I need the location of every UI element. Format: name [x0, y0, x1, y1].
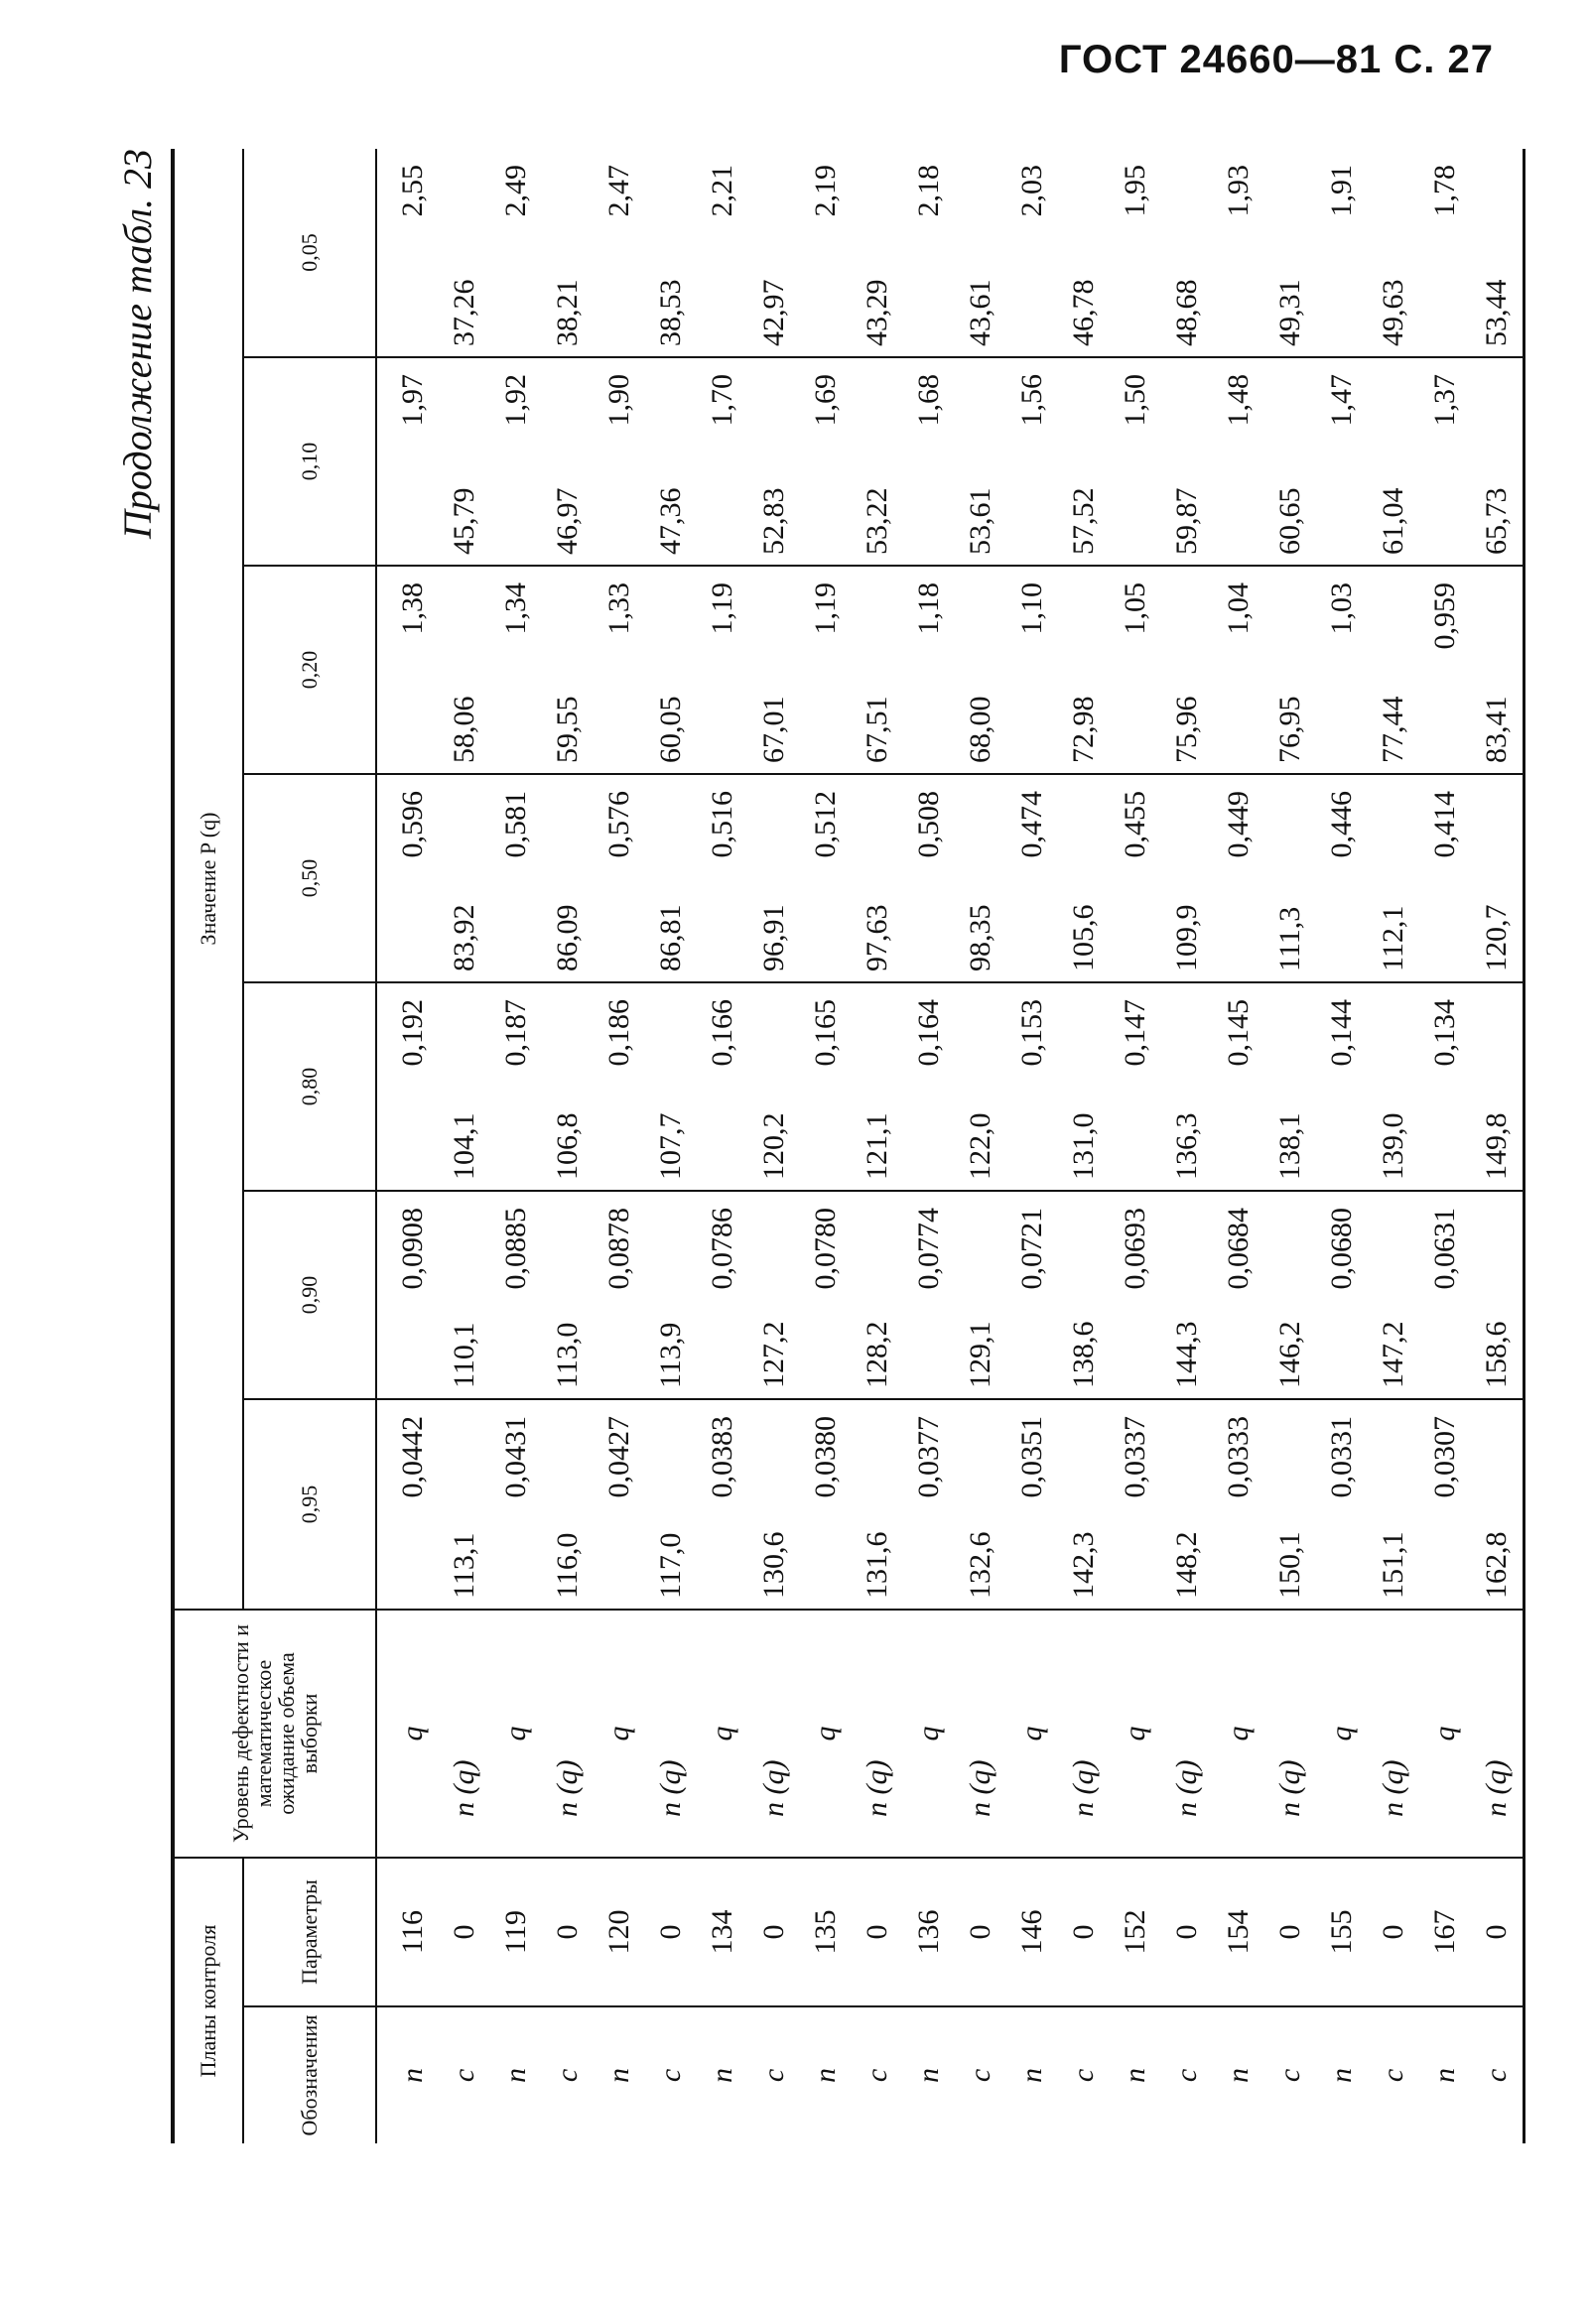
table-row: [1471, 149, 1525, 2143]
cell-designation: c: [645, 2006, 697, 2143]
cell-value: 2,03: [1015, 164, 1048, 217]
cell-value: 67,01: [748, 566, 800, 774]
cell-value: 42,97: [757, 279, 790, 346]
table-row: [645, 149, 697, 2143]
header-parameters: Параметры: [243, 1858, 376, 2006]
cell-designation: n: [1316, 2006, 1368, 2143]
cell-designation: c: [439, 2006, 490, 2143]
cell-designation: c: [1161, 2006, 1213, 2143]
cell-value: 60,05: [645, 566, 697, 774]
header-p-value: 0,05: [243, 149, 376, 357]
cell-level: q: [903, 1610, 955, 1858]
cell-value: 121,1: [852, 982, 903, 1191]
cell-value: 117,0: [645, 1399, 697, 1610]
cell-value: 162,8: [1471, 1399, 1525, 1610]
cell-value: 113,1: [439, 1399, 490, 1610]
cell-value: 0,576: [594, 774, 645, 982]
cell-value: 1,56: [1006, 357, 1058, 566]
cell-value: 130,6: [748, 1399, 800, 1610]
cell-value: 2,19: [809, 164, 842, 217]
cell-value: 0,0774: [903, 1191, 955, 1399]
table-row: [697, 149, 748, 2143]
cell-level: n (q): [1368, 1610, 1419, 1858]
cell-value: 0,166: [697, 982, 748, 1191]
cell-value: 131,0: [1058, 982, 1110, 1191]
cell-designation: n: [376, 2006, 439, 2143]
cell-value: 49,63: [1377, 279, 1409, 346]
cell-value: 0,0780: [800, 1191, 852, 1399]
cell-value: 109,9: [1161, 774, 1213, 982]
cell-value: 142,3: [1058, 1399, 1110, 1610]
cell-value: 0,581: [490, 774, 542, 982]
cell-value: 47,36: [645, 357, 697, 566]
cell-value: 120,2: [748, 982, 800, 1191]
rotated-table-page: [109, 139, 1513, 2143]
cell-level: n (q): [748, 1610, 800, 1858]
cell-value: 0,0333: [1213, 1399, 1264, 1610]
cell-level: n (q): [439, 1610, 490, 1858]
cell-value: 75,96: [1161, 566, 1213, 774]
cell-value: 1,34: [490, 566, 542, 774]
cell-value: 0,0693: [1110, 1191, 1161, 1399]
cell-value: 53,44: [1480, 279, 1513, 346]
cell-designation: n: [490, 2006, 542, 2143]
cell-value: 132,6: [955, 1399, 1006, 1610]
cell-value: 2,55: [396, 164, 429, 217]
cell-value: 98,35: [955, 774, 1006, 982]
header-p-value: 0,50: [243, 774, 376, 982]
cell-value: 0,516: [697, 774, 748, 982]
cell-value: 0,145: [1213, 982, 1264, 1191]
cell-value: 1,19: [800, 566, 852, 774]
cell-level: n (q): [1264, 1610, 1316, 1858]
cell-value: 0,0786: [697, 1191, 748, 1399]
cell-value: 96,91: [748, 774, 800, 982]
header-plans: Планы контроля: [173, 1858, 243, 2143]
cell-value: 53,61: [955, 357, 1006, 566]
table-row: [1264, 149, 1316, 2143]
cell-value: 129,1: [955, 1191, 1006, 1399]
table-caption: Продолжение табл. 23: [115, 149, 160, 540]
cell-value: 138,1: [1264, 982, 1316, 1191]
cell-value: 52,83: [748, 357, 800, 566]
cell-level: q: [1110, 1610, 1161, 1858]
cell-level: q: [697, 1610, 748, 1858]
cell-value: 0,959: [1419, 566, 1471, 774]
cell-value: 1,37: [1419, 357, 1471, 566]
cell-value: 65,73: [1471, 357, 1525, 566]
cell-parameter: 119: [490, 1858, 542, 2006]
table-row: [1213, 149, 1264, 2143]
cell-value: 2,21: [706, 164, 738, 217]
header-values: Значение P (q): [173, 149, 243, 1610]
cell-value: 150,1: [1264, 1399, 1316, 1610]
cell-value: 0,0383: [697, 1399, 748, 1610]
table-row: [1006, 149, 1058, 2143]
cell-value: 0,0331: [1316, 1399, 1368, 1610]
cell-value: 1,05: [1110, 566, 1161, 774]
cell-value: 2,47: [602, 164, 635, 217]
cell-parameter: 0: [542, 1858, 594, 2006]
page-header: ГОСТ 24660—81 С. 27: [1058, 38, 1494, 81]
cell-value: 147,2: [1368, 1191, 1419, 1399]
table-row: [852, 149, 903, 2143]
cell-parameter: 146: [1006, 1858, 1058, 2006]
cell-designation: c: [1264, 2006, 1316, 2143]
cell-value: 106,8: [542, 982, 594, 1191]
cell-level: n (q): [645, 1610, 697, 1858]
cell-designation: c: [852, 2006, 903, 2143]
cell-value: 1,69: [800, 357, 852, 566]
cell-value: 1,33: [594, 566, 645, 774]
table-row: [903, 149, 955, 2143]
cell-parameter: 155: [1316, 1858, 1368, 2006]
cell-value: 110,1: [439, 1191, 490, 1399]
cell-value: 43,29: [861, 279, 893, 346]
cell-value: 0,0684: [1213, 1191, 1264, 1399]
cell-value: 1,18: [903, 566, 955, 774]
cell-value: 37,26: [448, 279, 480, 346]
cell-value: 1,70: [697, 357, 748, 566]
cell-value: 1,50: [1110, 357, 1161, 566]
cell-value: 0,192: [376, 982, 439, 1191]
header-p-value: 0,90: [243, 1191, 376, 1399]
cell-value: 83,41: [1471, 566, 1525, 774]
cell-level: n (q): [542, 1610, 594, 1858]
cell-parameter: 116: [376, 1858, 439, 2006]
cell-designation: n: [697, 2006, 748, 2143]
cell-value: 61,04: [1368, 357, 1419, 566]
cell-value: 83,92: [439, 774, 490, 982]
cell-value: 0,147: [1110, 982, 1161, 1191]
table-row: [748, 149, 800, 2143]
cell-value: 1,90: [594, 357, 645, 566]
cell-parameter: 0: [645, 1858, 697, 2006]
cell-value: 107,7: [645, 982, 697, 1191]
cell-value: 1,78: [1428, 164, 1461, 217]
cell-designation: c: [1058, 2006, 1110, 2143]
cell-value: 1,04: [1213, 566, 1264, 774]
cell-value: 113,0: [542, 1191, 594, 1399]
cell-value: 151,1: [1368, 1399, 1419, 1610]
cell-value: 0,0431: [490, 1399, 542, 1610]
cell-value: 148,2: [1161, 1399, 1213, 1610]
table-row: [376, 149, 439, 2143]
cell-value: 38,53: [654, 279, 687, 346]
cell-value: 146,2: [1264, 1191, 1316, 1399]
header-designation: Обозначения: [243, 2006, 376, 2143]
cell-value: 46,78: [1067, 279, 1100, 346]
cell-value: 0,512: [800, 774, 852, 982]
cell-value: 112,1: [1368, 774, 1419, 982]
cell-value: 0,134: [1419, 982, 1471, 1191]
cell-parameter: 135: [800, 1858, 852, 2006]
cell-parameter: 0: [1471, 1858, 1525, 2006]
cell-designation: c: [542, 2006, 594, 2143]
cell-value: 0,187: [490, 982, 542, 1191]
cell-value: 86,09: [542, 774, 594, 982]
cell-level: q: [1213, 1610, 1264, 1858]
cell-parameter: 120: [594, 1858, 645, 2006]
cell-value: 105,6: [1058, 774, 1110, 982]
cell-value: 1,19: [697, 566, 748, 774]
cell-value: 38,21: [551, 279, 584, 346]
cell-value: 0,186: [594, 982, 645, 1191]
cell-parameter: 134: [697, 1858, 748, 2006]
cell-value: 104,1: [439, 982, 490, 1191]
cell-level: q: [1419, 1610, 1471, 1858]
header-p-value: 0,10: [243, 357, 376, 566]
cell-value: 0,0878: [594, 1191, 645, 1399]
table-row: [594, 149, 645, 2143]
cell-value: 1,95: [1119, 164, 1151, 217]
cell-value: 128,2: [852, 1191, 903, 1399]
cell-value: 122,0: [955, 982, 1006, 1191]
cell-value: 136,3: [1161, 982, 1213, 1191]
cell-value: 0,508: [903, 774, 955, 982]
cell-value: 43,61: [964, 279, 996, 346]
cell-value: 1,48: [1213, 357, 1264, 566]
cell-parameter: 0: [439, 1858, 490, 2006]
cell-value: 111,3: [1264, 774, 1316, 982]
cell-parameter: 0: [852, 1858, 903, 2006]
cell-value: 0,0377: [903, 1399, 955, 1610]
cell-value: 0,153: [1006, 982, 1058, 1191]
cell-parameter: 0: [1058, 1858, 1110, 2006]
cell-level: q: [490, 1610, 542, 1858]
cell-level: q: [376, 1610, 439, 1858]
cell-value: 2,49: [499, 164, 532, 217]
cell-value: 86,81: [645, 774, 697, 982]
cell-designation: c: [1368, 2006, 1419, 2143]
cell-value: 0,0885: [490, 1191, 542, 1399]
cell-designation: n: [1006, 2006, 1058, 2143]
cell-value: 1,93: [1222, 164, 1255, 217]
cell-value: 0,164: [903, 982, 955, 1191]
cell-parameter: 136: [903, 1858, 955, 2006]
cell-value: 144,3: [1161, 1191, 1213, 1399]
cell-value: 1,97: [376, 357, 439, 566]
cell-value: 0,446: [1316, 774, 1368, 982]
cell-level: n (q): [1058, 1610, 1110, 1858]
cell-value: 2,18: [912, 164, 945, 217]
cell-value: 1,92: [490, 357, 542, 566]
cell-value: 57,52: [1058, 357, 1110, 566]
cell-value: 46,97: [542, 357, 594, 566]
cell-value: 0,0307: [1419, 1399, 1471, 1610]
cell-value: 58,06: [439, 566, 490, 774]
table-row: [1161, 149, 1213, 2143]
cell-value: 48,68: [1170, 279, 1203, 346]
header-level: Уровень дефектности и математическое ожидание объема выборки: [173, 1610, 376, 1858]
cell-value: 0,596: [376, 774, 439, 982]
cell-value: 45,79: [439, 357, 490, 566]
cell-value: 1,91: [1325, 164, 1358, 217]
cell-value: 149,8: [1471, 982, 1525, 1191]
table-row: [800, 149, 852, 2143]
cell-value: 97,63: [852, 774, 903, 982]
cell-value: 1,10: [1006, 566, 1058, 774]
cell-value: 127,2: [748, 1191, 800, 1399]
table-row: [1419, 149, 1471, 2143]
cell-value: 60,65: [1264, 357, 1316, 566]
cell-parameter: 152: [1110, 1858, 1161, 2006]
cell-value: 0,455: [1110, 774, 1161, 982]
cell-value: 68,00: [955, 566, 1006, 774]
cell-designation: c: [955, 2006, 1006, 2143]
cell-designation: n: [594, 2006, 645, 2143]
cell-value: 67,51: [852, 566, 903, 774]
cell-value: 0,0380: [800, 1399, 852, 1610]
cell-value: 120,7: [1471, 774, 1525, 982]
cell-parameter: 154: [1213, 1858, 1264, 2006]
data-table: [171, 149, 1525, 2143]
cell-value: 0,0908: [376, 1191, 439, 1399]
table-row: [490, 149, 542, 2143]
cell-level: q: [1006, 1610, 1058, 1858]
cell-value: 53,22: [852, 357, 903, 566]
cell-value: 59,87: [1161, 357, 1213, 566]
cell-value: 76,95: [1264, 566, 1316, 774]
table-body: [376, 149, 1525, 2143]
cell-value: 1,38: [376, 566, 439, 774]
table-row: [955, 149, 1006, 2143]
cell-parameter: 0: [748, 1858, 800, 2006]
cell-value: 113,9: [645, 1191, 697, 1399]
cell-value: 1,68: [903, 357, 955, 566]
cell-value: 158,6: [1471, 1191, 1525, 1399]
cell-parameter: 0: [1368, 1858, 1419, 2006]
table-row: [1110, 149, 1161, 2143]
cell-level: n (q): [1471, 1610, 1525, 1858]
cell-designation: n: [1213, 2006, 1264, 2143]
cell-value: 139,0: [1368, 982, 1419, 1191]
cell-designation: n: [1110, 2006, 1161, 2143]
cell-parameter: 0: [1161, 1858, 1213, 2006]
cell-level: q: [800, 1610, 852, 1858]
cell-level: n (q): [955, 1610, 1006, 1858]
cell-parameter: 0: [1264, 1858, 1316, 2006]
cell-value: 0,449: [1213, 774, 1264, 982]
cell-level: q: [1316, 1610, 1368, 1858]
header-p-value: 0,20: [243, 566, 376, 774]
table-row: [542, 149, 594, 2143]
cell-value: 0,0631: [1419, 1191, 1471, 1399]
cell-value: 0,144: [1316, 982, 1368, 1191]
cell-value: 59,55: [542, 566, 594, 774]
cell-designation: c: [748, 2006, 800, 2143]
cell-designation: n: [800, 2006, 852, 2143]
cell-level: q: [594, 1610, 645, 1858]
cell-designation: n: [1419, 2006, 1471, 2143]
cell-value: 0,0351: [1006, 1399, 1058, 1610]
cell-value: 116,0: [542, 1399, 594, 1610]
cell-value: 72,98: [1058, 566, 1110, 774]
header-p-value: 0,80: [243, 982, 376, 1191]
cell-value: 0,0337: [1110, 1399, 1161, 1610]
cell-parameter: 0: [955, 1858, 1006, 2006]
cell-value: 0,0427: [594, 1399, 645, 1610]
cell-value: 0,0721: [1006, 1191, 1058, 1399]
cell-value: 0,474: [1006, 774, 1058, 982]
cell-parameter: 167: [1419, 1858, 1471, 2006]
table-row: [1058, 149, 1110, 2143]
cell-value: 0,0680: [1316, 1191, 1368, 1399]
table-row: [1316, 149, 1368, 2143]
header-p-value: 0,95: [243, 1399, 376, 1610]
cell-value: 77,44: [1368, 566, 1419, 774]
cell-level: n (q): [1161, 1610, 1213, 1858]
cell-value: 1,47: [1316, 357, 1368, 566]
cell-value: 0,165: [800, 982, 852, 1191]
cell-value: 0,414: [1419, 774, 1471, 982]
cell-value: 131,6: [852, 1399, 903, 1610]
cell-level: n (q): [852, 1610, 903, 1858]
cell-designation: n: [903, 2006, 955, 2143]
table-row: [439, 149, 490, 2143]
cell-value: 0,0442: [376, 1399, 439, 1610]
cell-designation: c: [1471, 2006, 1525, 2143]
cell-value: 49,31: [1273, 279, 1306, 346]
cell-value: 1,03: [1316, 566, 1368, 774]
cell-value: 138,6: [1058, 1191, 1110, 1399]
table-row: [1368, 149, 1419, 2143]
